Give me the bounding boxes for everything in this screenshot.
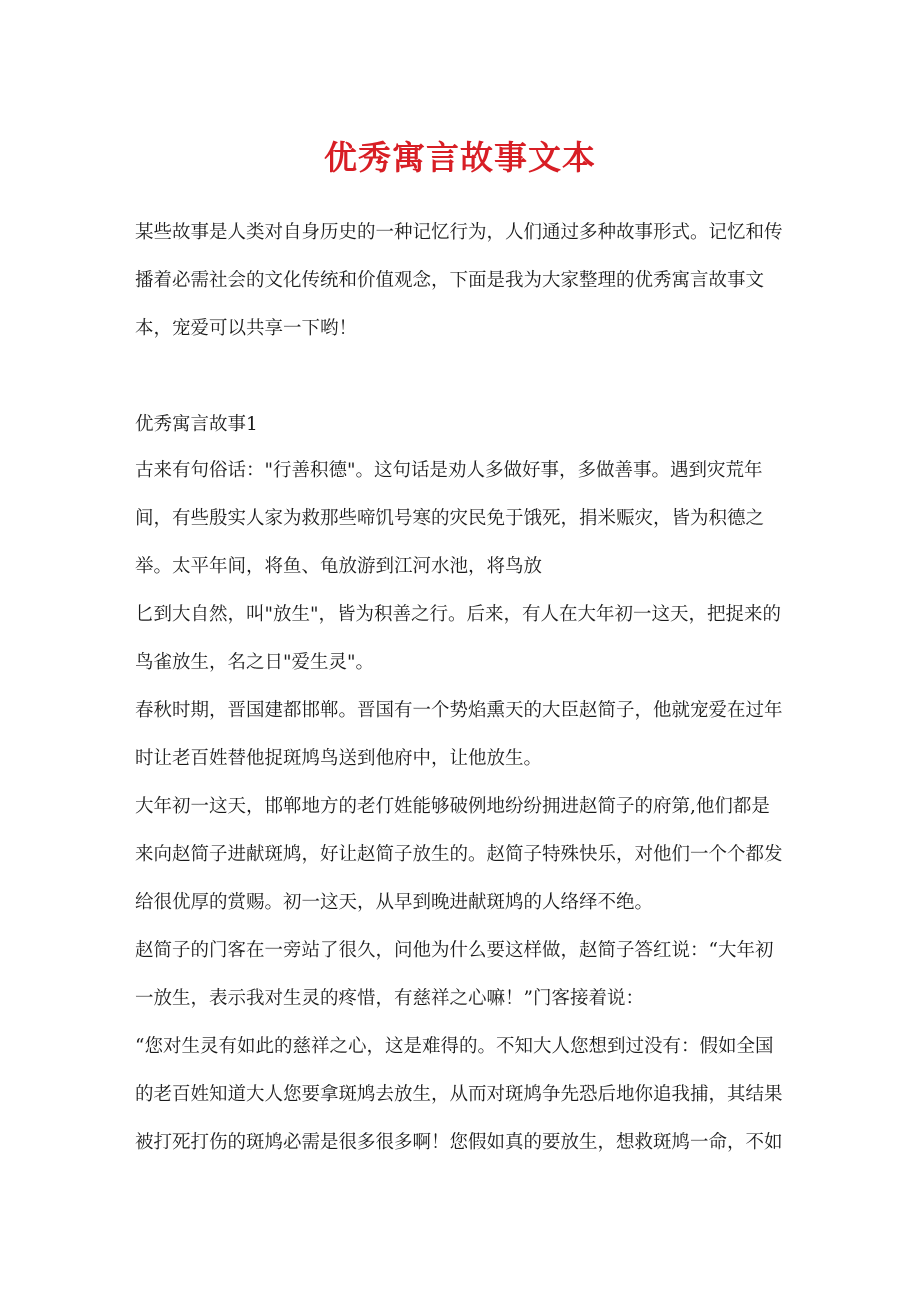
- story-line: “您对生灵有如此的慈祥之心，这是难得的。不知大人您想到过没有：假如全国: [135, 1036, 774, 1057]
- story-line: 匕到大自然，叫"放生"，皆为积善之行。后来，有人在大年初一这天，把捉来的: [135, 604, 782, 625]
- story-line: 春秋时期，晋国建都邯郸。晋国有一个势焰熏天的大臣赵简子，他就宠爱在过年: [135, 700, 783, 721]
- document-title: 优秀寓言故事文本: [324, 138, 596, 177]
- story-line: 被打死打伤的斑鸠必需是很多很多啊！您假如真的要放生，想救斑鸠一命，不如: [135, 1132, 783, 1153]
- story-body: [135, 447, 785, 1167]
- section-heading: 优秀寓言故事1: [135, 414, 258, 435]
- story-line: 鸟雀放生，名之日"爱生灵"。: [135, 652, 375, 673]
- story-line: 大年初一这天，邯郸地方的老仃姓能够破例地纷纷拥进赵简子的府第,他们都是: [135, 796, 770, 817]
- story-line: 来向赵简子进献斑鸠，好让赵简子放生的。赵简子特殊快乐，对他们一个个都发: [135, 844, 783, 865]
- intro-line: 本，宠爱可以共享一下哟！: [135, 318, 358, 339]
- story-line: 给很优厚的赏赐。初一这天，从早到晚进献斑鸠的人络绎不绝。: [135, 892, 654, 913]
- story-line: 时让老百姓替他捉斑鸠鸟送到他府中，让他放生。: [135, 748, 543, 769]
- intro-line: 播着必需社会的文化传统和价值观念，下面是我为大家整理的优秀寓言故事文: [135, 270, 765, 291]
- intro-paragraph: [135, 209, 785, 353]
- story-line: 赵简子的门客在一旁站了很久，问他为什么要这样做，赵简子答红说：“大年初: [135, 940, 774, 961]
- story-line: 一放生，表示我对生灵的疼惜，有慈祥之心嘛！”门客接着说：: [135, 988, 644, 1009]
- intro-line: 某些故事是人类对自身历史的一种记忆行为，人们通过多种故事形式。记忆和传: [135, 222, 783, 243]
- story-line: 古来有句俗话："行善积德"。这句话是劝人多做好事，多做善事。遇到灾荒年: [135, 460, 763, 481]
- story-line: 间，有些殷实人家为救那些啼饥号寒的灾民免于饿死，捐米赈灾，皆为积德之: [135, 508, 765, 529]
- story-line: 的老百姓知道大人您要拿斑鸠去放生，从而对斑鸠争先恐后地你追我捕，其结果: [135, 1084, 783, 1105]
- story-line: 举。太平年间，将鱼、龟放游到江河水池，将鸟放: [135, 556, 543, 577]
